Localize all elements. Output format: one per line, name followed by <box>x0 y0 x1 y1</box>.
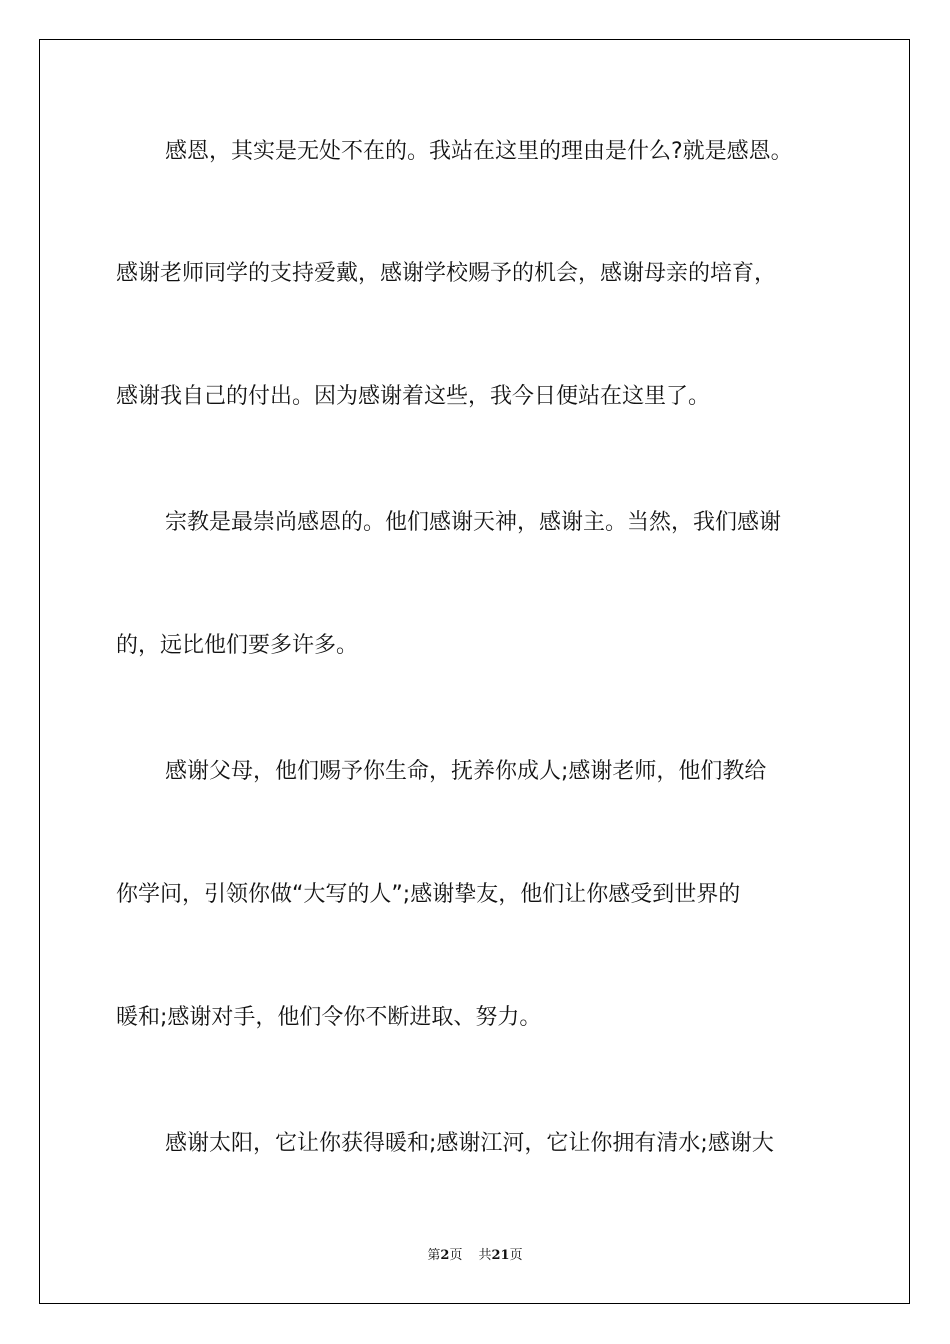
paragraph-line: 感谢我自己的付出。因为感谢着这些，我今日便站在这里了。 <box>116 384 711 409</box>
paragraph-line: 感恩，其实是无处不在的。我站在这里的理由是什么?就是感恩。 <box>165 139 793 164</box>
total-suffix: 页 <box>509 1248 523 1263</box>
paragraph-line: 感谢老师同学的支持爱戴，感谢学校赐予的机会，感谢母亲的培育， <box>116 261 777 286</box>
paragraph-line: 暖和;感谢对手，他们令你不断进取、努力。 <box>116 1005 542 1030</box>
page-footer <box>0 1247 950 1265</box>
paragraph-line: 宗教是最崇尚感恩的。他们感谢天神，感谢主。当然，我们感谢 <box>165 510 782 535</box>
paragraph-line: 你学问，引领你做“大写的人”;感谢挚友，他们让你感受到世界的 <box>116 882 741 907</box>
page-prefix: 第 <box>427 1248 441 1263</box>
page-border <box>39 39 910 1304</box>
total-prefix: 共 <box>478 1248 492 1263</box>
page-suffix: 页 <box>449 1248 463 1263</box>
paragraph-line: 感谢太阳，它让你获得暖和;感谢江河，它让你拥有清水;感谢大 <box>165 1131 774 1156</box>
paragraph-line: 感谢父母，他们赐予你生命，抚养你成人;感谢老师，他们教给 <box>165 759 767 784</box>
paragraph-line: 的，远比他们要多许多。 <box>116 633 359 658</box>
page-number: 2 <box>440 1248 450 1263</box>
total-pages: 21 <box>491 1248 510 1263</box>
